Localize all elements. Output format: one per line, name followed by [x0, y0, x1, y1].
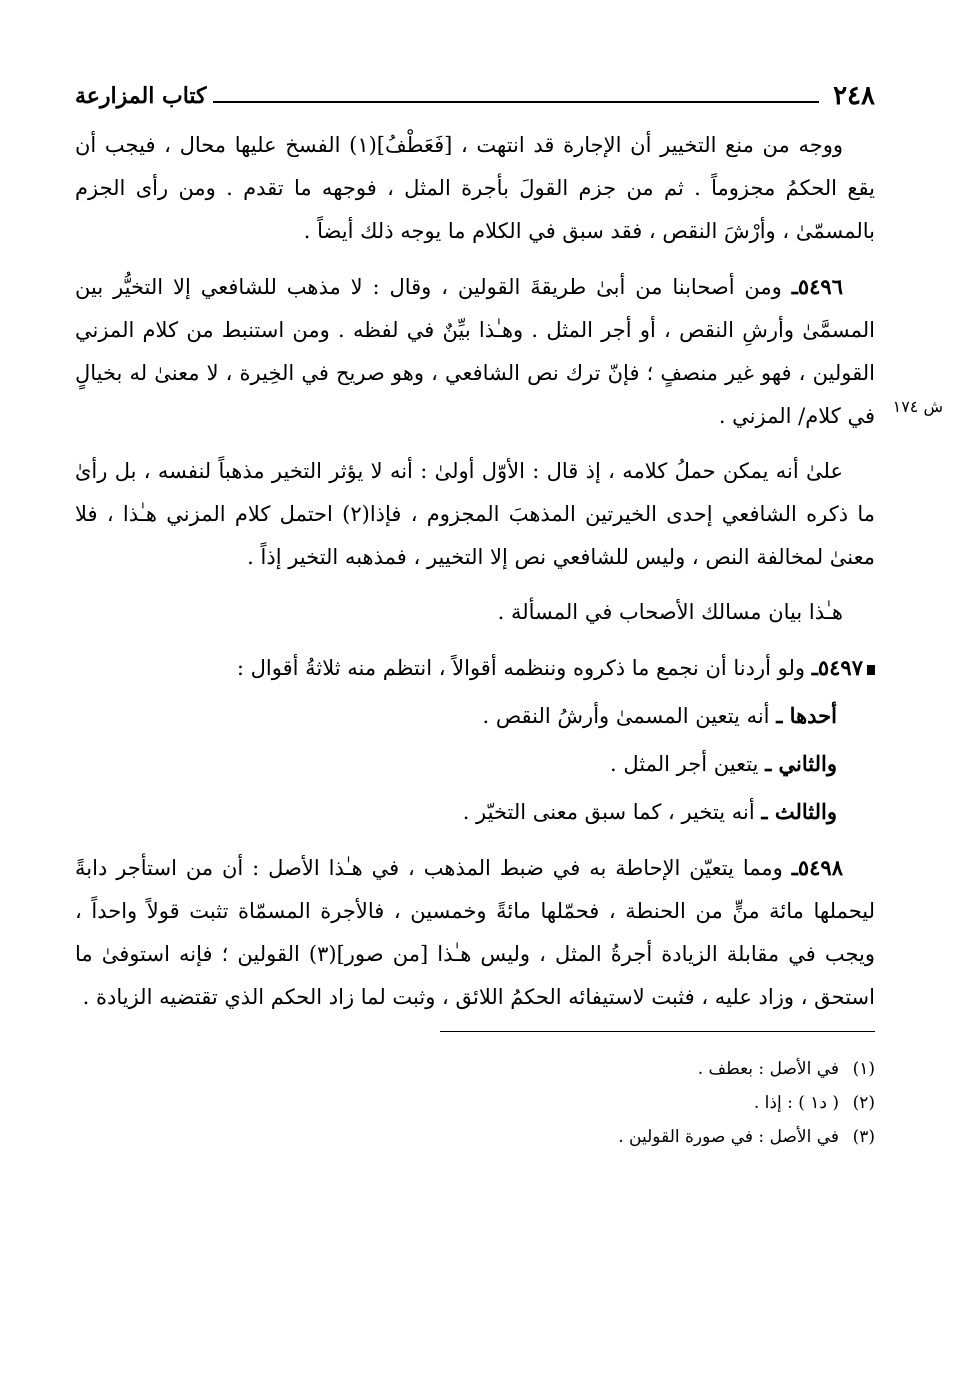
document-page — [75, 72, 943, 1154]
opinion-3: والثالث ـ أنه يتخير ، كما سبق معنى التخيّر . — [462, 799, 837, 824]
paragraph-number: ٥٤٩٧ـ — [811, 655, 863, 680]
opinion-1: أحدها ـ أنه يتعين المسمىٰ وأرشُ النقص . — [482, 703, 837, 728]
paragraph-5498: ٥٤٩٨ـ ومما يتعيّن الإحاطة به في ضبط المذهب ، في هـٰذا الأصل : أن من استأجر دابةً ليحملها مائة منٍّ من الحنطة ، فحمّلها مائةً وخمسين ، فالأجرة المسمّاة تثبت قولاً واحداً ، ويجب في مقابلة الزيادة أجرةُ المثل ، وليس هـٰذا [من صور](٣) القولين ؛ فإنه استوفىٰ ما استحق ، وزاد عليه ، فثبت لاستيفائه الحكمُ اللائق ، وثبت لما زاد الحكم الذي تقتضيه الزيادة . — [75, 855, 875, 1009]
body-text — [75, 124, 943, 1019]
section-marker — [867, 665, 875, 675]
footnote-3: (٣) في الأصل : في صورة القولين . — [618, 1127, 875, 1147]
margin-folio-note: ش ١٧٤ — [892, 397, 943, 416]
paragraph-number: ٥٤٩٦ـ — [791, 274, 843, 299]
opinion-2: والثاني ـ يتعين أجر المثل . — [610, 751, 837, 776]
paragraph-5497: ٥٤٩٧ـ ولو أردنا أن نجمع ما ذكروه وننظمه أقوالاً ، انتظم منه ثلاثةُ أقوال : — [75, 646, 875, 690]
paragraph-1: ووجه من منع التخيير أن الإجارة قد انتهت ، [فَعَطْفُ](١) الفسخ عليها محال ، فيجب أن يقع الحكمُ مجزوماً . ثم من جزم القولَ بأجرة المثل ، فوجهه ما تقدم . ومن رأى الجزم بالمسمّىٰ ، وأرْشَ النقص ، فقد سبق في الكلام ما يوجه ذلك أيضاً . — [75, 133, 875, 243]
page-number: ٢٤٨ — [833, 81, 875, 111]
footnote-divider — [440, 1031, 875, 1032]
header-rule — [213, 101, 820, 103]
page-header — [75, 72, 875, 120]
paragraph-5496: ٥٤٩٦ـ ومن أصحابنا من أبىٰ طريقةَ القولين ، وقال : لا مذهب للشافعي إلا التخيُّر بين المسمَّىٰ وأرشِ النقص ، أو أجر المثل . وهـٰذا بيِّنٌ في لفظه . ومن استنبط من كلام المزني القولين ، فهو غير منصفٍ ؛ فإنّ ترك نص الشافعي ، وهو صريح في الخِيرة ، لا معنىٰ له بخيالٍ في كلام/ المزني . — [75, 274, 875, 428]
running-title: كتاب المزارعة — [75, 83, 207, 109]
footnotes — [75, 1052, 875, 1154]
paragraph-2: علىٰ أنه يمكن حملُ كلامه ، إذ قال : الأوّل أولىٰ : أنه لا يؤثر التخير مذهباً لنفسه ، بل رأىٰ ما ذكره الشافعي إحدى الخيرتين المذهبَ المجزوم ، فإذا(٢) احتمل كلام المزني هـٰذا ، فلا معنىٰ لمخالفة النص ، وليس للشافعي نص إلا التخيير ، فمذهبه التخير إذاً . — [75, 459, 875, 569]
paragraph-number: ٥٤٩٨ـ — [791, 855, 843, 880]
footnote-1: (١) في الأصل : بعطف . — [697, 1059, 875, 1079]
footnote-2: (٢) ( د١ ) : إذا . — [753, 1093, 875, 1113]
paragraph-3: هـٰذا بيان مسالك الأصحاب في المسألة . — [497, 600, 843, 624]
